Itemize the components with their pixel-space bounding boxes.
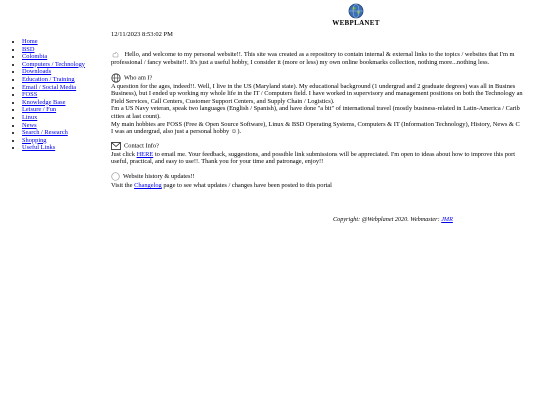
nav-link-shopping[interactable]: Shopping bbox=[22, 136, 47, 144]
who-line: Field Services, Call Centers, Customer Support Centers, and Supply Chain / Logistics). bbox=[111, 97, 335, 105]
nav-item-bsd bbox=[22, 46, 85, 54]
clock-icon bbox=[111, 172, 120, 181]
nav-item-useful-links bbox=[22, 144, 85, 152]
nav-link-colombia[interactable]: Colombia bbox=[22, 53, 48, 61]
globe-person-icon bbox=[111, 73, 121, 83]
history-prefix: Visit the bbox=[111, 182, 135, 189]
changelog-link[interactable]: Changelog bbox=[134, 182, 162, 189]
history-suffix: page to see what updates / changes have been posted to this portal bbox=[161, 182, 332, 189]
nav-link-foss[interactable]: FOSS bbox=[22, 91, 38, 99]
nav-item-email bbox=[22, 84, 85, 92]
who-title: Who am I? bbox=[124, 74, 153, 82]
webmaster-link[interactable]: JMR bbox=[441, 216, 453, 223]
nav-link-knowledge-base[interactable]: Knowledge Base bbox=[22, 98, 66, 106]
nav-link-useful-links[interactable]: Useful Links bbox=[22, 144, 56, 152]
contact-section bbox=[111, 142, 540, 166]
who-section bbox=[111, 73, 540, 136]
history-title: Website history & updates!! bbox=[123, 172, 195, 180]
nav-link-leisure[interactable]: Leisure / Fun bbox=[22, 106, 57, 114]
welcome-line-2: professional / fancy website!!. It's just a useful hobby, I consider it (more or less) my own online bookmarks collection, nothing more...nothing less. bbox=[111, 59, 490, 66]
nav-link-email[interactable]: Email / Social Media bbox=[22, 83, 77, 91]
nav-item-knowledge-base bbox=[22, 99, 85, 107]
contact-line-2: useful, practical, and easy to use!!. Thank you for your time and patronage, enjoy!! bbox=[111, 158, 324, 166]
nav-link-bsd[interactable]: BSD bbox=[22, 45, 35, 53]
envelope-icon bbox=[111, 142, 121, 150]
contact-prefix: Just click bbox=[111, 150, 137, 158]
copyright-text: Copyright: @Webplanet 2020. Webmaster: bbox=[333, 216, 442, 223]
nav-item-colombia bbox=[22, 53, 85, 61]
current-datetime: 12/11/2023 8:53:02 PM bbox=[111, 31, 173, 38]
who-line: cities at last count). bbox=[111, 112, 161, 120]
nav-link-home[interactable]: Home bbox=[22, 38, 38, 45]
contact-title: Contact Info? bbox=[124, 142, 159, 150]
nav-item-leisure bbox=[22, 106, 85, 114]
nav-item-downloads bbox=[22, 68, 85, 76]
welcome-section bbox=[111, 50, 540, 67]
contact-suffix: to email me. Your feedback, suggestions, and possible link submissions will be appreciated. I'm open to ideas about how to improve this port bbox=[153, 150, 516, 158]
nav-link-news[interactable]: News bbox=[22, 121, 37, 129]
history-section bbox=[111, 172, 540, 190]
nav-item-news bbox=[22, 122, 85, 130]
nav-link-search[interactable]: Search / Research bbox=[22, 129, 68, 137]
nav-item-computers bbox=[22, 61, 85, 69]
main-content bbox=[111, 50, 540, 196]
nav-item-foss bbox=[22, 91, 85, 99]
nav-link-linux[interactable]: Linux bbox=[22, 113, 38, 121]
email-link[interactable]: HERE bbox=[136, 150, 154, 158]
footer-copyright bbox=[333, 216, 453, 223]
contact-text bbox=[111, 151, 540, 159]
site-title: WEBPLANET bbox=[332, 19, 380, 27]
who-line: Business), but I ended up working my whole life in the IT / Computers field. I have worked in supervisory and management positions on both the Technology an bbox=[111, 90, 523, 98]
nav-item-search bbox=[22, 129, 85, 137]
who-line: I was an undergrad, also just a personal hobby ☺). bbox=[111, 128, 242, 136]
welcome-line-1: Hello, and welcome to my personal website!!. This site was created as a repository to contain internal & external links to the topics / websites that I'm m bbox=[124, 50, 515, 58]
nav-item-home bbox=[22, 38, 85, 46]
hand-wave-icon bbox=[111, 50, 120, 59]
nav-item-education bbox=[22, 76, 85, 84]
history-text bbox=[111, 182, 540, 190]
nav-link-computers[interactable]: Computers / Technology bbox=[22, 60, 85, 68]
sidebar-nav bbox=[8, 38, 85, 152]
who-line: My main hobbies are FOSS (Free & Open Source Software), Linux & BSD Operating Systems, Computers & IT (Information Technology), History, News & C bbox=[111, 120, 520, 128]
site-header bbox=[326, 3, 386, 27]
who-line: I'm a US Navy veteran, speak two languages (English / Spanish), and have done "a bit" of international travel (mostly business-related in Latin-America / Carib bbox=[111, 105, 520, 113]
globe-icon bbox=[348, 3, 364, 19]
nav-item-linux bbox=[22, 114, 85, 122]
nav-item-shopping bbox=[22, 137, 85, 145]
who-line: A question for the ages, indeed!!. Well, I live in the US (Maryland state). My educational background (1 undergrad and 2 graduate degrees) was all in Busines bbox=[111, 82, 516, 90]
nav-link-downloads[interactable]: Downloads bbox=[22, 68, 52, 76]
nav-link-education[interactable]: Education / Training bbox=[22, 75, 75, 83]
